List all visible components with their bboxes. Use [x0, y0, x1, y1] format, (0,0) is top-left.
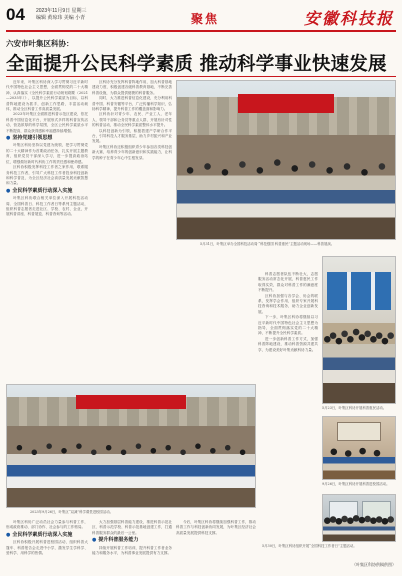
photo-left-mid [6, 384, 256, 508]
text-column-2 [92, 80, 172, 380]
paragraph: 科普志愿者队伍不断壮大，志愿服务活动常态化开展，科普惠民工作取得实效，群众对科普工作的满意度不断提升。 [258, 272, 318, 293]
text-column-right [258, 272, 318, 508]
photo-right [322, 256, 396, 404]
text-column-1 [6, 80, 88, 380]
section-subhead: ● 提升科普服务能力 [92, 538, 172, 543]
paragraph: 区科协充分发挥科普阵地作用，加大科普基地建设力度，积极创建各级科普教育基地，不断完善科普设施，为群众提供便捷的科普服务。 [92, 80, 172, 95]
paragraph: 同时，大力推进科普信息化建设，充分利用科普中国、科普安徽等平台，广泛传播科学知识，弘扬科学精神，提升科普工作的覆盖面和影响力。 [92, 96, 172, 112]
paragraph: 今后，叶集区科协将继续加强科普工作，推动科普工作与科技创新协同发展，为叶集区经济社会高质量发展提供科技支撑。 [176, 520, 256, 535]
photo-bottom-right [322, 494, 396, 542]
paragraph: 区科协积极开展科普进校园活动，组织科普大篷车、科普报告会走进中小学，激发学生学科学、爱科学、用科学的热情。 [6, 540, 88, 556]
kicker: 六安市叶集区科协： [6, 39, 74, 48]
paragraph: 下一步，叶集区科协将继续以习近平新时代中国特色社会主义思想为指导，全面贯彻落实党的二十大精神，不断提升全民科学素质。 [258, 315, 318, 336]
crowd [177, 141, 395, 239]
headline-rule [6, 76, 396, 77]
text-column-bottom-mid [92, 520, 172, 572]
paragraph: 持续开展科普工作培训，提升科普工作者业务能力和服务水平，为科普事业发展提供有力支撑。 [92, 545, 172, 556]
caption-left-mid: 2023年9月26日，叶集区“双减”科学课堂进校园活动。 [30, 510, 113, 514]
caption-bottom-right: 5月30日，叶集区科协组织开展“全国科技工作者日”主题活动。 [262, 544, 357, 548]
paragraph: 以科技创新为引领，积极搭建产学研合作平台，引导科技人才服务基层，助力乡村振兴和产业发展。 [92, 128, 172, 144]
banner [76, 395, 185, 410]
section-subhead: ● 全民科学素质行动深入实施 [6, 189, 88, 194]
paragraph: 2023年叶集区全面推进科普示范区建设，依托科普中国信息化平台，开展形式多样的科普宣传活动，营造浓厚的科学氛围，全区公民科学素质水平不断提高，群众获得感和幸福感持续增强。 [6, 112, 88, 133]
section-subhead: ● 全民科学素质行动深入实施 [6, 533, 88, 538]
section-subhead: ● 坚持党建引领思想 [6, 136, 88, 141]
section-title: 聚焦 [191, 12, 220, 26]
crowd [323, 512, 395, 541]
paper-logo: 安徽科技报 [303, 9, 394, 28]
byline: （叶集区科协供稿供图） [352, 562, 396, 567]
masthead [6, 4, 396, 32]
paragraph: 叶集区科协广泛动员社会力量参与科普工作，形成政府推动、部门协作、社会参与的工作格局。 [6, 520, 88, 530]
paragraph: 叶集区科协坚持以党建为统领，把学习贯彻党的二十大精神作为首要政治任务，扎实开展主题教育，组织党员干部深入学习，进一步提高政治站位，增强做好新时代科协工作的责任感和使命感。 [6, 143, 88, 164]
date-line: 2023年11月9日 星期三 [36, 8, 87, 14]
page-number: 04 [6, 5, 25, 24]
tent [327, 272, 392, 310]
photo-bottom-mid [322, 416, 396, 480]
paragraph: 近年来，叶集区科协深入学习贯彻习近平新时代中国特色社会主义思想，全面贯彻党的二十大精神，认真落实《全民科学素质行动规划纲要（2021—2035年）》，以提升公民科学素质为目标，以科普阵地建设为抓手，创新工作思路，丰富活动载体，推动全区科普工作高质量发展。 [6, 80, 88, 112]
paragraph: 区科协针对青少年、农民、产业工人、老年人、领导干部和公务员等重点人群，开展有针对性的科普活动，推动全民科学素质整体水平提升。 [92, 112, 172, 128]
paragraph: 大力加强基层科普能力建设，推进科普示范社区、科普示范学校、科普示范基地创建工作，打通科普服务群众的最后一公里。 [92, 520, 172, 535]
caption-right: 5月23日，叶集区科协开展科普惠民活动。 [322, 406, 387, 410]
text-column-bottom-right [176, 520, 256, 560]
crowd [7, 431, 255, 507]
caption-main: 5月31日，叶集区举办全国科技活动周·“科技强国 科普惠民”主题活动现场——科普展演。 [200, 242, 335, 246]
crowd [323, 312, 395, 403]
paragraph: 进一步创新科普工作方式，加强科普阵地建设，推动科普资源共建共享，为建设美好叶集贡献科协力量。 [258, 336, 318, 352]
paragraph: 区科协积极发挥科技工作者之家作用，联系服务科技工作者，引导广大科技工作者投身科技创新和科学普及，为全区经济社会高质量发展贡献智慧和力量。 [6, 165, 88, 186]
date-block [36, 8, 86, 22]
text-column-bottom-left [6, 520, 88, 572]
banner [238, 94, 334, 113]
headline: 全面提升公民科学素质 推动科学事业快速发展 [6, 54, 387, 75]
blackboard [337, 422, 380, 441]
students [323, 445, 395, 479]
editor-line: 编辑 黄琼玮 美编 小青 [36, 15, 86, 21]
paragraph: 叶集区科协还积极组织青少年参加各类科技创新大赛，培养青少年的创新意识和实践能力，让科学的种子在青少年心中生根发芽。 [92, 144, 172, 160]
paragraph: 叶集区科协联合相关单位深入开展科技活动周、全国科普日、科技工作者日等系列主题活动，组织科普志愿者走进社区、学校、农村、企业，开展科普讲座、科普展览、科普咨询等活动。 [6, 196, 88, 217]
caption-bottom-mid: 9月26日，叶集区科协开展科普进校园活动。 [322, 482, 390, 486]
photo-main [176, 80, 396, 240]
paragraph: 区科协加强与各学会、协会的联系，发挥学会作用，组织专家开展科技咨询和技术服务，助力企业创新发展。 [258, 293, 318, 314]
